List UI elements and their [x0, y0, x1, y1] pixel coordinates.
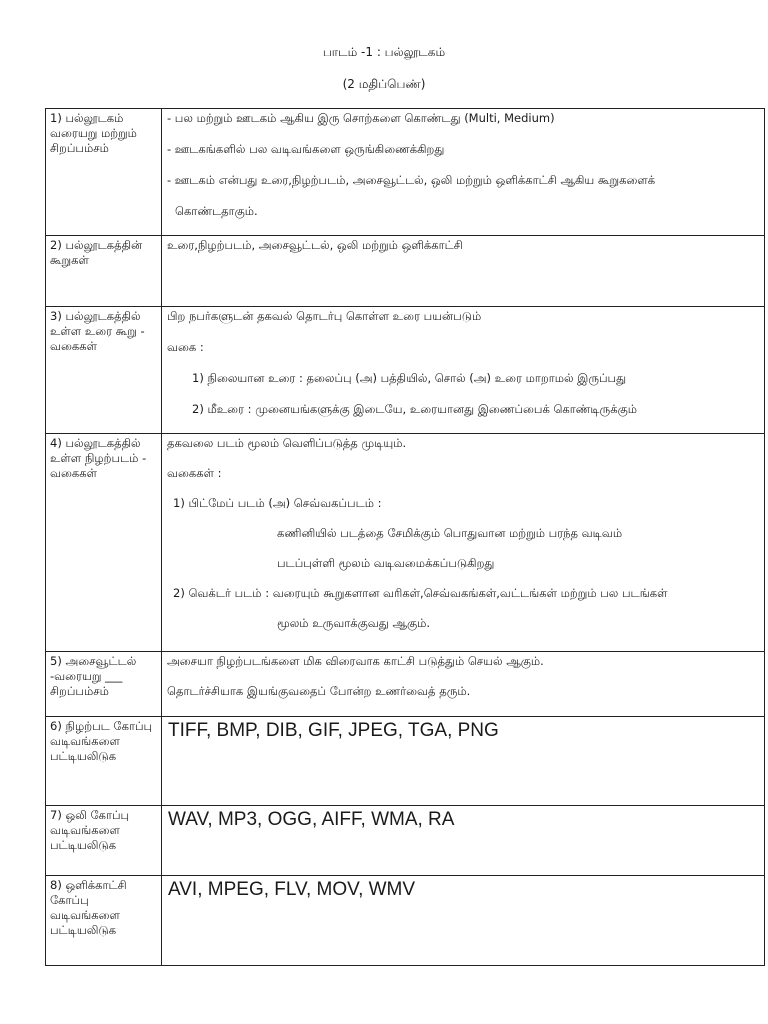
answer-line: மூலம் உருவாக்குவது ஆகும். — [277, 616, 431, 630]
table-row — [46, 876, 765, 966]
answer-line: கணினியில் படத்தை சேமிக்கும் பொதுவான மற்றும் பரந்த வடிவம் — [277, 526, 623, 540]
answer-line: 1) பிட்மேப் படம் (அ) செவ்வகப்படம் : — [173, 496, 382, 510]
answer-line: கொண்டதாகும். — [175, 204, 258, 218]
table-row — [46, 652, 765, 717]
answer-line: தகவலை படம் மூலம் வெளிப்படுத்த முடியும். — [167, 436, 407, 450]
qa-table — [45, 108, 765, 966]
answer-line: - ஊடகம் என்பது உரை,நிழற்படம், அசைவூட்டல், ஒலி மற்றும் ஒளிக்காட்சி ஆகிய கூறுகளைக் — [167, 173, 656, 187]
table-row — [46, 806, 765, 876]
page-title: பாடம் -1 : பல்லூடகம் — [322, 45, 446, 59]
answer-cell — [162, 876, 765, 966]
answer-line: உரை,நிழற்படம், அசைவூட்டல், ஒலி மற்றும் ஒளிக்காட்சி — [167, 238, 463, 252]
table-row — [46, 236, 765, 307]
table-row — [46, 717, 765, 806]
answer-line: - பல மற்றும் ஊடகம் ஆகிய இரு சொற்களை கொண்டது (Multi, Medium) — [167, 111, 555, 125]
format-list: AVI, MPEG, FLV, MOV, WMV — [168, 879, 416, 900]
table-row — [46, 307, 765, 434]
answer-line: 2) வெக்டர் படம் : வரையும் கூறுகளான வரிகள்,செவ்வகங்கள்,வட்டங்கள் மற்றும் பல படங்கள் — [173, 586, 668, 600]
answer-cell — [162, 717, 765, 806]
answer-line: 1) நிலையான உரை : தலைப்பு (அ) பத்தியில், சொல் (அ) உரை மாறாமல் இருப்பது — [192, 371, 627, 385]
question-cell: 3) பல்லூடகத்தில் உள்ள உரை கூறு - வகைகள் — [46, 307, 162, 434]
answer-cell — [162, 109, 765, 236]
question-cell: 2) பல்லூடகத்தின் கூறுகள் — [46, 236, 162, 307]
table-row — [46, 434, 765, 652]
answer-line: பிற நபர்களுடன் தகவல் தொடர்பு கொள்ள உரை பயன்படும் — [167, 309, 482, 323]
answer-cell — [162, 307, 765, 434]
question-cell: 7) ஒலி கோப்பு வடிவங்களை பட்டியலிடுக — [46, 806, 162, 876]
answer-line: தொடர்ச்சியாக இயங்குவதைப் போன்ற உணர்வைத் தரும். — [167, 684, 471, 698]
format-list: TIFF, BMP, DIB, GIF, JPEG, TGA, PNG — [168, 720, 499, 741]
answer-line: - ஊடகங்களில் பல வடிவங்களை ஒருங்கிணைக்கிறது — [167, 142, 445, 156]
format-list: WAV, MP3, OGG, AIFF, WMA, RA — [168, 809, 455, 830]
answer-cell — [162, 434, 765, 652]
answer-cell — [162, 806, 765, 876]
marks-label: (2 மதிப்பெண்) — [342, 77, 426, 91]
answer-line: 2) மீஉரை : முனையங்களுக்கு இடையே, உரையானது இணைப்பைக் கொண்டிருக்கும் — [192, 402, 637, 416]
question-cell: 5) அசைவூட்டல் -வரையறு ___ சிறப்பம்சம் — [46, 652, 162, 717]
answer-line: வகைகள் : — [167, 466, 222, 480]
question-cell: 1) பல்லூடகம் வரையறு மற்றும் சிறப்பம்சம் — [46, 109, 162, 236]
table-row — [46, 109, 765, 236]
answer-cell — [162, 236, 765, 307]
question-cell: 8) ஒளிக்காட்சி கோப்பு வடிவங்களை பட்டியலிடுக — [46, 876, 162, 966]
answer-cell — [162, 652, 765, 717]
question-cell: 6) நிழற்பட கோப்பு வடிவங்களை பட்டியலிடுக — [46, 717, 162, 806]
answer-line: வகை : — [167, 340, 204, 354]
answer-line: படப்புள்ளி மூலம் வடிவமைக்கப்படுகிறது — [277, 556, 495, 570]
answer-line: அசையா நிழற்படங்களை மிக விரைவாக காட்சி படுத்தும் செயல் ஆகும். — [167, 654, 544, 668]
question-cell: 4) பல்லூடகத்தில் உள்ள நிழற்படம் - வகைகள் — [46, 434, 162, 652]
